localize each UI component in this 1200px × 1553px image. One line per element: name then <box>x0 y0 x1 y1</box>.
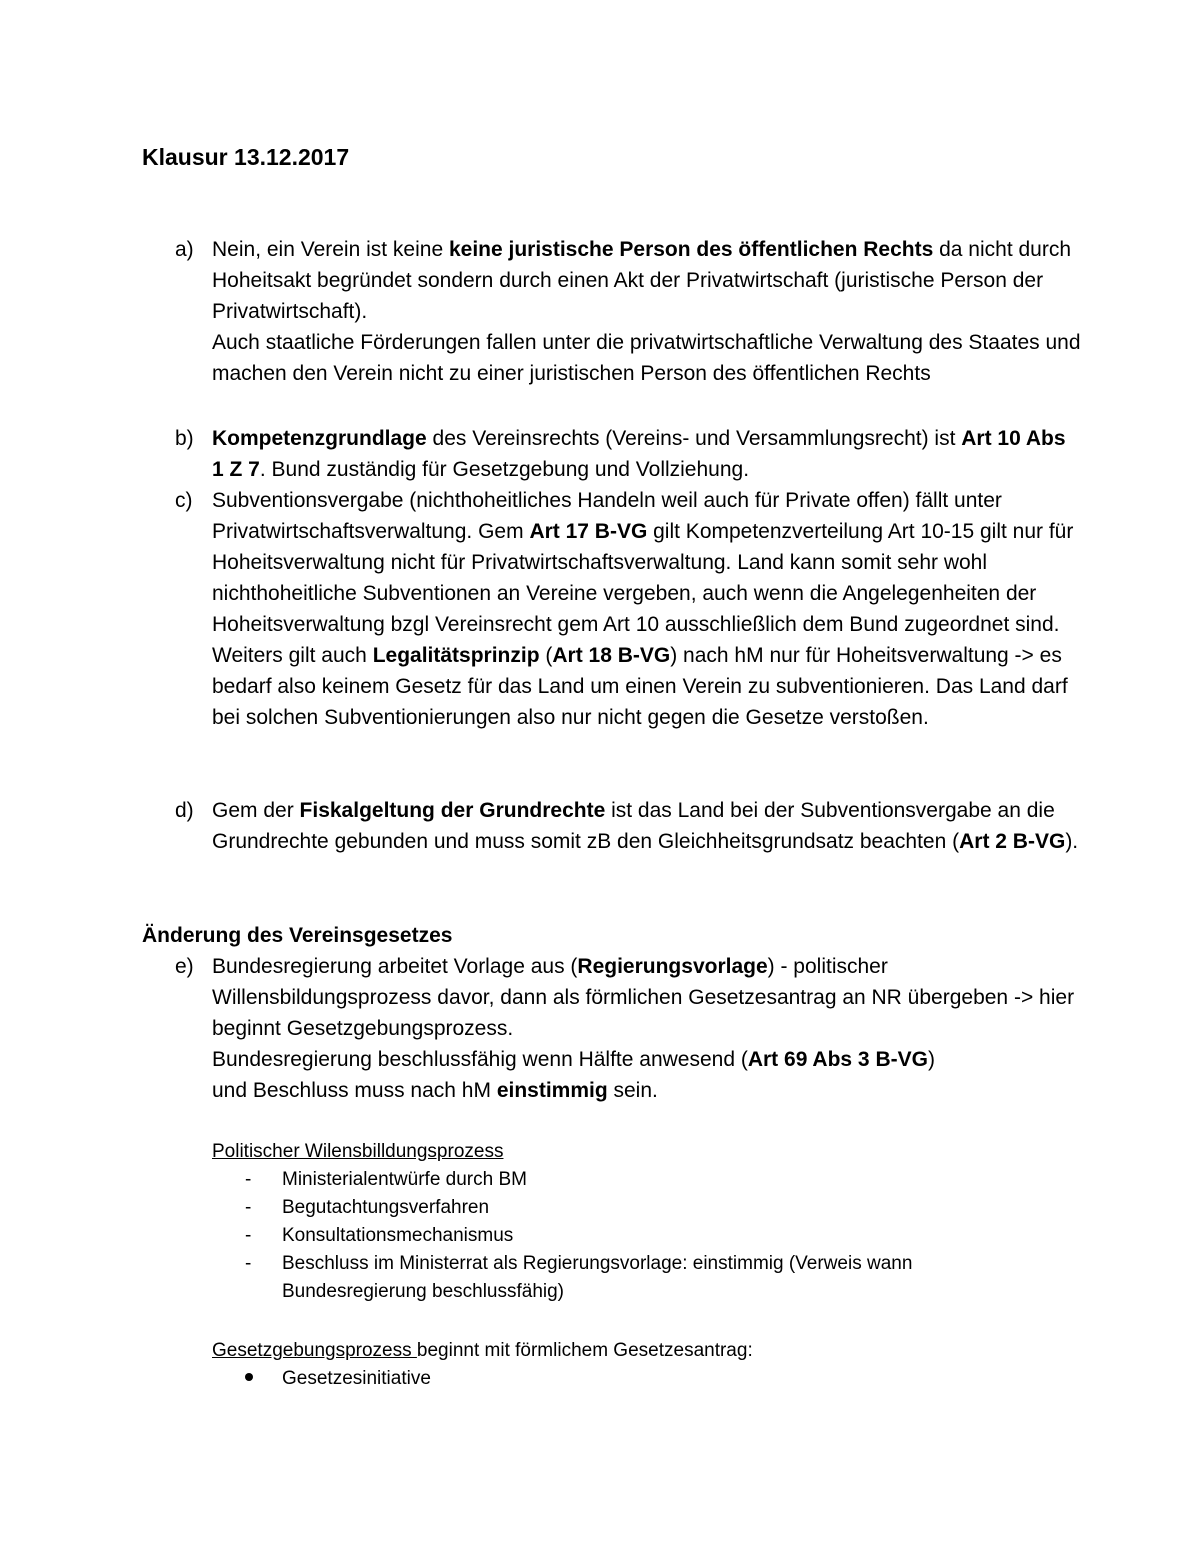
item-label: c) <box>175 489 193 512</box>
dash-marker: - <box>245 1169 252 1190</box>
list-item-c <box>142 485 1082 733</box>
bold-term: Art 17 B-VG <box>529 520 648 543</box>
bold-term: Fiskalgeltung der Grundrechte <box>299 799 606 822</box>
bold-term: Art 10 Abs 1 Z 7 <box>212 427 1066 481</box>
list-item-b <box>142 423 1082 485</box>
list-item-e <box>142 951 1082 1106</box>
item-text: Subventionsvergabe (nichthoheitliches Handeln weil auch für Private offen) fällt unter Privatwirtschaftsverwaltung. Gem Art 17 B-VG gilt Kompetenzverteilung Art 10-15 gilt nur für Hoheitsverwaltung nicht für Privatwirtschaftsverwaltung. Land kann somit sehr wohl nichthoheitliche Subventionen an Vereine vergeben, auch wenn die Angelegenheiten der Hoheitsverwaltung bzgl Vereinsrecht gem Art 10 ausschließlich dem Bund zugeordnet sind. Weiters gilt auch Legalitätsprinzip (Art 18 B-VG) nach hM nur für Hoheitsverwaltung -> es bedarf also keinem Gesetz für das Land um einen Verein zu subventionieren. Das Land darf bei solchen Subventionierungen also nur nicht gegen die Gesetze verstoßen. <box>212 489 1074 729</box>
dash-marker: - <box>245 1253 252 1274</box>
list-item: - Beschluss im Ministerrat als Regierungsvorlage: einstimmig (Verweis wann Bundesregierung beschlussfähig) <box>245 1250 1045 1306</box>
page-title: Klausur 13.12.2017 <box>142 144 350 170</box>
list-item: - Konsultationsmechanismus <box>245 1222 1045 1250</box>
bold-term: Legalitätsprinzip <box>372 644 540 667</box>
list-item: Gesetzesinitiative <box>245 1365 1045 1393</box>
bold-term: einstimmig <box>496 1079 608 1102</box>
bold-term: Regierungsvorlage <box>577 955 768 978</box>
bold-term: Kompetenzgrundlage <box>212 427 427 450</box>
list-item-d <box>142 795 1082 857</box>
willensbildung-heading: Politischer Wilensbilldungsprozess <box>212 1141 504 1162</box>
section-heading: Änderung des Vereinsgesetzes <box>142 924 453 947</box>
bold-term: Art 2 B-VG <box>959 830 1066 853</box>
item-label: e) <box>175 955 194 978</box>
item-text: Kompetenzgrundlage des Vereinsrechts (Vereins- und Versammlungsrecht) ist Art 10 Abs 1 Z 7. Bund zuständig für Gesetzgebung und Vollziehung. <box>212 427 1066 481</box>
list-item: - Begutachtungsverfahren <box>245 1194 1045 1222</box>
bold-term: Art 69 Abs 3 B-VG <box>747 1048 928 1071</box>
item-text: Nein, ein Verein ist keine keine juristische Person des öffentlichen Rechts da nicht durch Hoheitsakt begründet sondern durch einen Akt der Privatwirtschaft (juristische Person der Privatwirtschaft). Auch staatliche Förderungen fallen unter die privatwirtschaftliche Verwaltung des Staates und machen den Verein nicht zu einer juristischen Person des öffentlichen Rechts <box>212 238 1081 385</box>
dash-marker: - <box>245 1225 252 1246</box>
item-text: Gem der Fiskalgeltung der Grundrechte ist das Land bei der Subventionsvergabe an die Grundrechte gebunden und muss somit zB den Gleichheitsgrundsatz beachten (Art 2 B-VG). <box>212 799 1079 853</box>
bullet-dot-icon <box>245 1365 265 1393</box>
item-label: a) <box>175 238 194 261</box>
item-label: d) <box>175 799 194 822</box>
item-label: b) <box>175 427 194 450</box>
bold-term: keine juristische Person des öffentlichen Rechts <box>448 238 934 261</box>
dash-marker: - <box>245 1197 252 1218</box>
bold-term: Art 18 B-VG <box>552 644 671 667</box>
item-text: Bundesregierung arbeitet Vorlage aus (Regierungsvorlage) - politischer Willensbildungsprozess davor, dann als förmlichen Gesetzesantrag an NR übergeben -> hier beginnt Gesetzgebungsprozess. Bundesregierung beschlussfähig wenn Hälfte anwesend (Art 69 Abs 3 B-VG) und Beschluss muss nach hM einstimmig sein. <box>212 955 1075 1102</box>
gesetzgebung-heading: Gesetzgebungsprozess beginnt mit förmlichem Gesetzesantrag: <box>212 1340 753 1361</box>
list-item-a <box>142 234 1082 389</box>
list-item: - Ministerialentwürfe durch BM <box>245 1166 1045 1194</box>
